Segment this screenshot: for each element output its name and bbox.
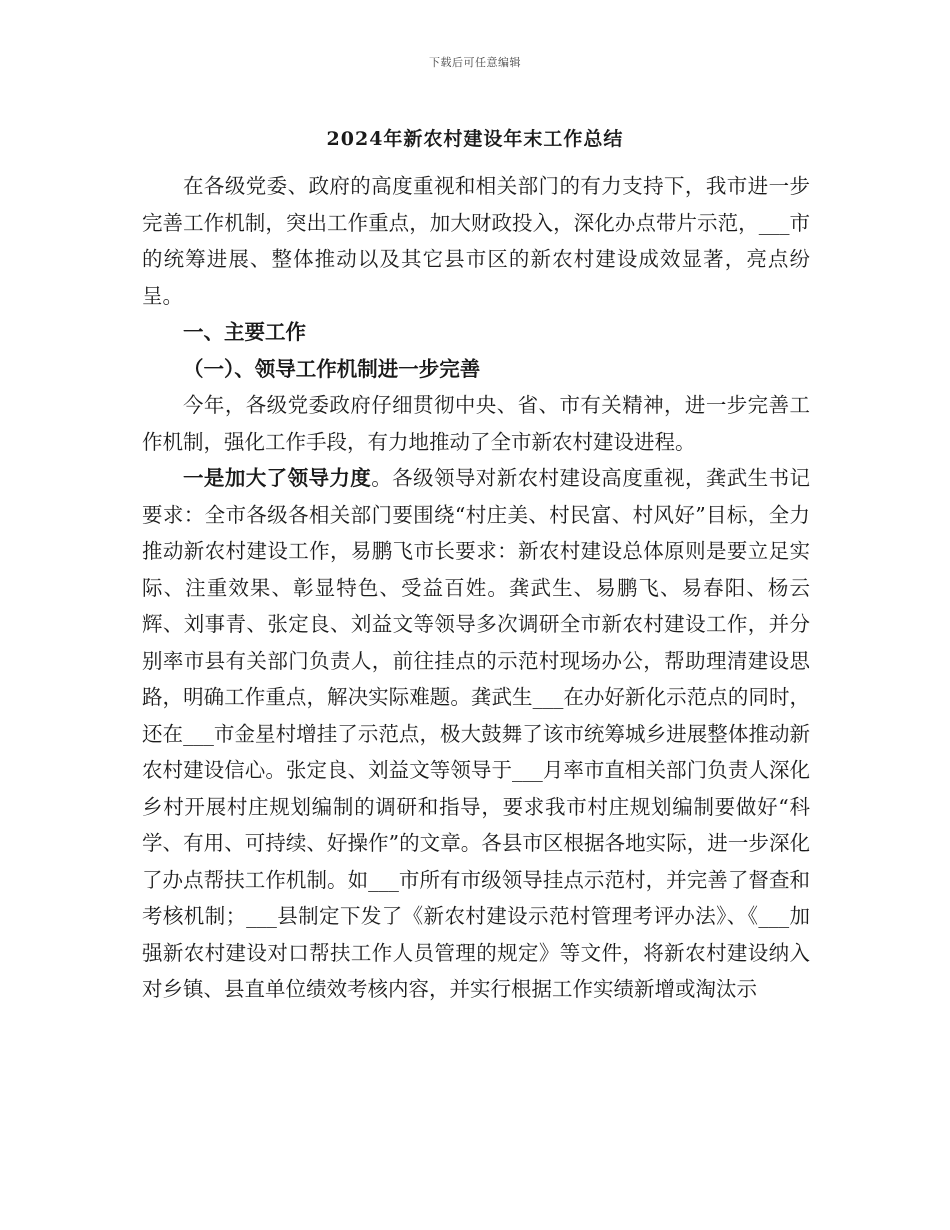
document-title: 2024年新农村建设年末工作总结 [326,128,624,150]
document-body [142,168,810,1008]
section-heading: 一、主要工作 [183,320,306,344]
subsection-heading: （一）、领导工作机制进一步完善 [183,356,481,381]
point-lead: 一是加大了领导力度 [183,466,372,490]
header-note: 下载后可任意编辑 [429,56,521,69]
subsection-intro-paragraph: 今年，各级党委政府仔细贯彻中央、省、市有关精神，进一步完善工作机制，强化工作手段，有力地推动了全市新农村建设进程。 [142,393,810,454]
point-paragraph [142,460,810,1008]
point-body: 。各级领导对新农村建设高度重视，龚武生书记要求：全市各级各相关部门要围绕“村庄美、村民富、村风好”目标，全力推动新农村建设工作，易鹏飞市长要求：新农村建设总体原则是要立足实际、注重效果、彰显特色、受益百姓。龚武生、易鹏飞、易春阳、杨云辉、刘事青、张定良、刘益文等领导多次调研全市新农村建设工作，并分别率市县有关部门负责人，前往挂点的示范村现场办公，帮助理清建设思路，明确工作重点，解决实际难题。龚武生___在办好新化示范点的同时，还在___市金星村增挂了示范点，极大鼓舞了该市统筹城乡进展整体推动新农村建设信心。张定良、刘益文等领导于___月率市直相关部门负责人深化乡村开展村庄规划编制的调研和指导，要求我市村庄规划编制要做好“科学、有用、可持续、好操作”的文章。各县市区根据各地实际，进一步深化了办点帮扶工作机制。如___市所有市级领导挂点示范村，并完善了督查和考核机制；___县制定下发了《新农村建设示范村管理考评办法》、《___加强新农村建设对口帮扶工作人员管理的规定》等文件，将新农村建设纳入对乡镇、县直单位绩效考核内容，并实行根据工作实绩新增或淘汰示 [142,466,811,1001]
intro-paragraph: 在各级党委、政府的高度重视和相关部门的有力支持下，我市进一步完善工作机制，突出工作重点，加大财政投入，深化办点带片示范，___市的统筹进展、整体推动以及其它县市区的新农村建设成效显著，亮点纷呈。 [142,174,810,308]
